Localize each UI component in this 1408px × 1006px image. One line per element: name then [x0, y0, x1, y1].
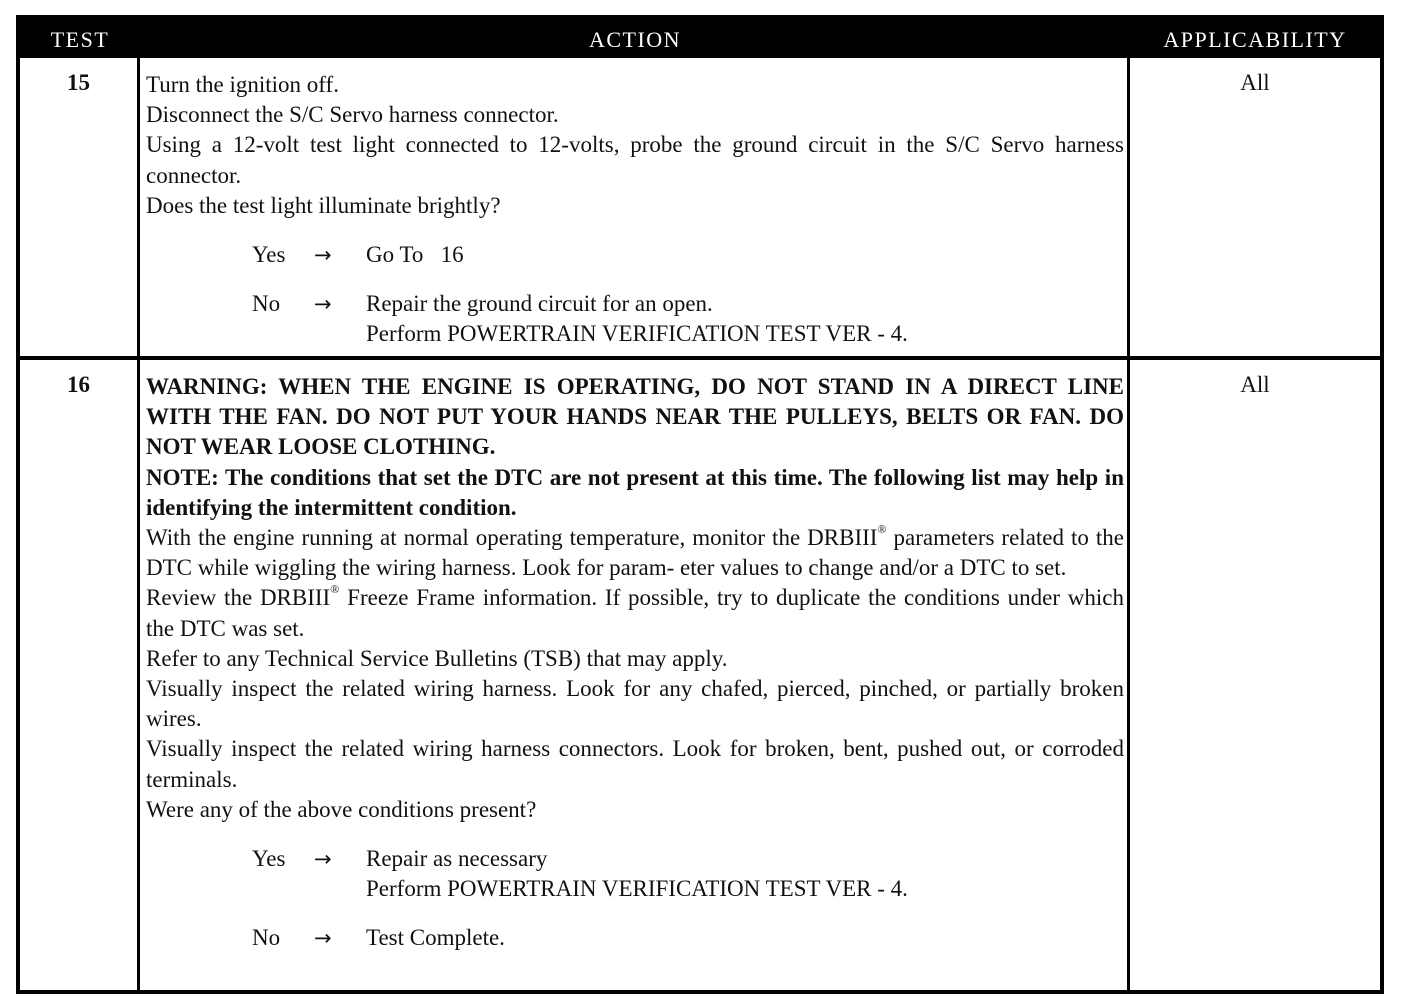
- action-paragraph: Refer to any Technical Service Bulletins (TSB) that may apply.: [146, 645, 728, 671]
- no-result-verification: Perform POWERTRAIN VERIFICATION TEST VER - 4.: [366, 321, 908, 347]
- action-paragraph: [146, 583, 1124, 643]
- action-paragraph: Visually inspect the related wiring harness connectors. Look for broken, bent, pushed out, or corroded terminals.: [146, 736, 1124, 792]
- table-row-15: [20, 58, 1380, 356]
- yes-label: Yes: [252, 242, 286, 268]
- no-label: No: [252, 925, 281, 951]
- action-line: Using a 12-volt test light connected to 12-volts, probe the ground circuit in the S/C Servo harness connector.: [146, 132, 1124, 188]
- note-text: NOTE: The conditions that set the DTC are not present at this time. The following list may help in identifying the intermittent condition.: [146, 464, 1124, 520]
- applicability-cell: All: [1240, 70, 1270, 95]
- action-text: parameters related to the DTC while wiggling the wiring harness. Look for param- eter values to change and/or a DTC to set.: [146, 525, 1124, 581]
- action-line: Turn the ignition off.: [146, 72, 339, 97]
- action-paragraph: Visually inspect the related wiring harness. Look for any chafed, pierced, pinched, or partially broken wires.: [146, 676, 1124, 732]
- test-number: 15: [67, 70, 90, 95]
- yes-result-verification: Perform POWERTRAIN VERIFICATION TEST VER - 4.: [366, 876, 908, 902]
- action-cell: [146, 70, 1124, 349]
- table-row-16: [20, 360, 1380, 994]
- header-action: ACTION: [588, 27, 682, 52]
- header-test: TEST: [50, 27, 110, 52]
- registered-mark: ®: [330, 582, 340, 597]
- action-line: Disconnect the S/C Servo harness connector.: [146, 102, 559, 128]
- no-label: No: [252, 291, 281, 317]
- right-arrow-icon: →: [314, 243, 332, 268]
- right-arrow-icon: →: [314, 926, 332, 951]
- action-cell: [146, 372, 1124, 953]
- action-text: Freeze Frame information. If possible, try to duplicate the conditions under which the DTC was set.: [146, 585, 1124, 641]
- warning-text: WARNING: WHEN THE ENGINE IS OPERATING, DO NOT STAND IN A DIRECT LINE WITH THE FAN. DO NOT PUT YOUR HANDS NEAR THE PULLEYS, BELTS OR FAN. DO NOT WEAR LOOSE CLOTHING.: [146, 374, 1124, 460]
- no-branch: [146, 289, 1124, 349]
- table-header: [20, 19, 1380, 58]
- applicability-cell: All: [1240, 372, 1270, 397]
- yes-result: Repair as necessary: [366, 846, 548, 872]
- action-text: With the engine running at normal operating temperature, monitor the DRBIII: [146, 525, 878, 551]
- action-text: Review the DRBIII: [146, 585, 331, 611]
- action-line: Does the test light illuminate brightly?: [146, 192, 501, 218]
- no-result: Test Complete.: [366, 925, 505, 951]
- registered-mark: ®: [877, 522, 887, 537]
- action-paragraph: [146, 523, 1124, 583]
- diagnostic-test-table: [16, 15, 1384, 994]
- yes-branch: [146, 844, 1124, 904]
- action-question: Were any of the above conditions present?: [146, 796, 537, 822]
- no-result: Repair the ground circuit for an open.: [366, 291, 713, 317]
- no-branch: [146, 923, 1124, 953]
- yes-branch: [146, 240, 1124, 270]
- right-arrow-icon: →: [314, 292, 332, 317]
- yes-label: Yes: [252, 846, 286, 872]
- yes-result: Go To 16: [366, 242, 464, 268]
- header-applicability: APPLICABILITY: [1163, 27, 1347, 52]
- right-arrow-icon: →: [314, 847, 332, 872]
- test-number: 16: [67, 372, 90, 397]
